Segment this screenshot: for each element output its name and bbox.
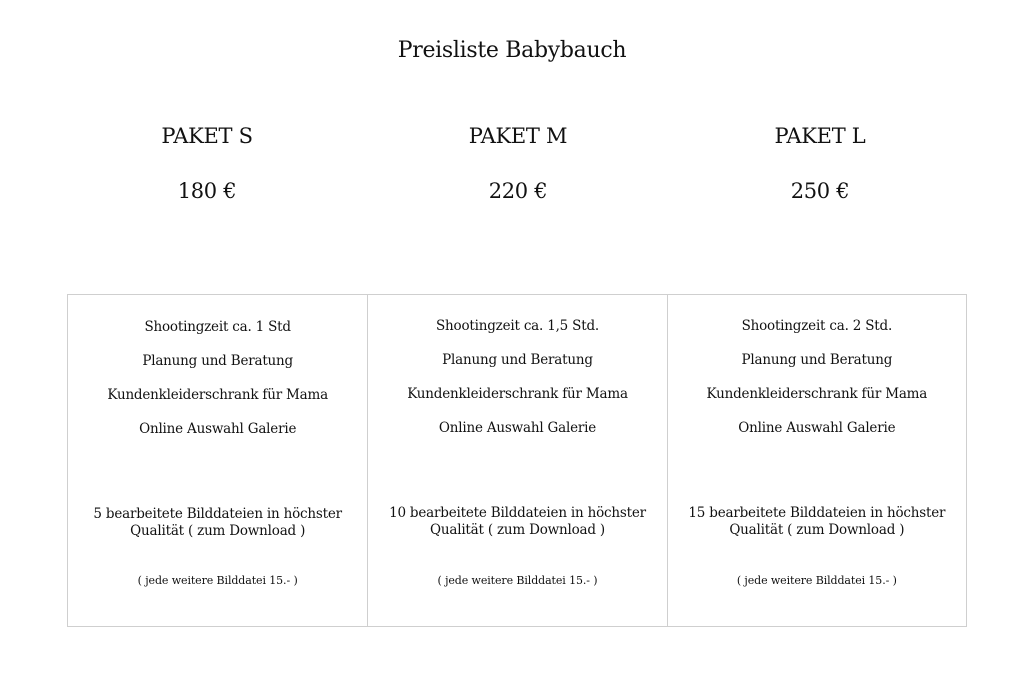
feature-planning: Planung und Beratung	[142, 353, 293, 369]
feature-planning: Planung und Beratung	[442, 352, 593, 368]
feature-wardrobe: Kundenkleiderschrank für Mama	[407, 386, 628, 402]
feature-wardrobe: Kundenkleiderschrank für Mama	[706, 386, 928, 402]
package-name: PAKET S	[161, 124, 253, 148]
package-price: 180 €	[177, 179, 237, 203]
package-name: PAKET M	[468, 124, 568, 148]
feature-shooting-time: Shootingzeit ca. 2 Std.	[741, 318, 893, 334]
feature-wardrobe: Kundenkleiderschrank für Mama	[107, 387, 328, 403]
feature-shooting-time: Shootingzeit ca. 1,5 Std.	[436, 318, 599, 334]
extra-image-note: ( jede weitere Bilddatei 15.- )	[137, 574, 298, 587]
package-column-l	[667, 295, 966, 626]
package-price: 220 €	[488, 179, 548, 203]
feature-image-files: 10 bearbeitete Bilddateien in höchster Qualität ( zum Download )	[389, 505, 646, 538]
feature-gallery: Online Auswahl Galerie	[139, 421, 297, 437]
feature-image-files: 5 bearbeitete Bilddateien in höchster Qualität ( zum Download )	[93, 506, 342, 539]
page-title: Preisliste Babybauch	[397, 38, 627, 63]
extra-image-note: ( jede weitere Bilddatei 15.- )	[736, 574, 897, 587]
extra-image-note: ( jede weitere Bilddatei 15.- )	[437, 574, 598, 587]
feature-planning: Planung und Beratung	[741, 352, 893, 368]
package-column-m	[367, 295, 666, 626]
package-column-s	[68, 295, 367, 626]
feature-shooting-time: Shootingzeit ca. 1 Std	[144, 319, 291, 335]
package-price: 250 €	[790, 179, 850, 203]
feature-gallery: Online Auswahl Galerie	[438, 420, 597, 436]
price-table	[67, 294, 967, 627]
feature-gallery: Online Auswahl Galerie	[738, 420, 896, 436]
feature-image-files: 15 bearbeitete Bilddateien in höchster Qualität ( zum Download )	[688, 505, 946, 538]
package-name: PAKET L	[774, 124, 866, 148]
